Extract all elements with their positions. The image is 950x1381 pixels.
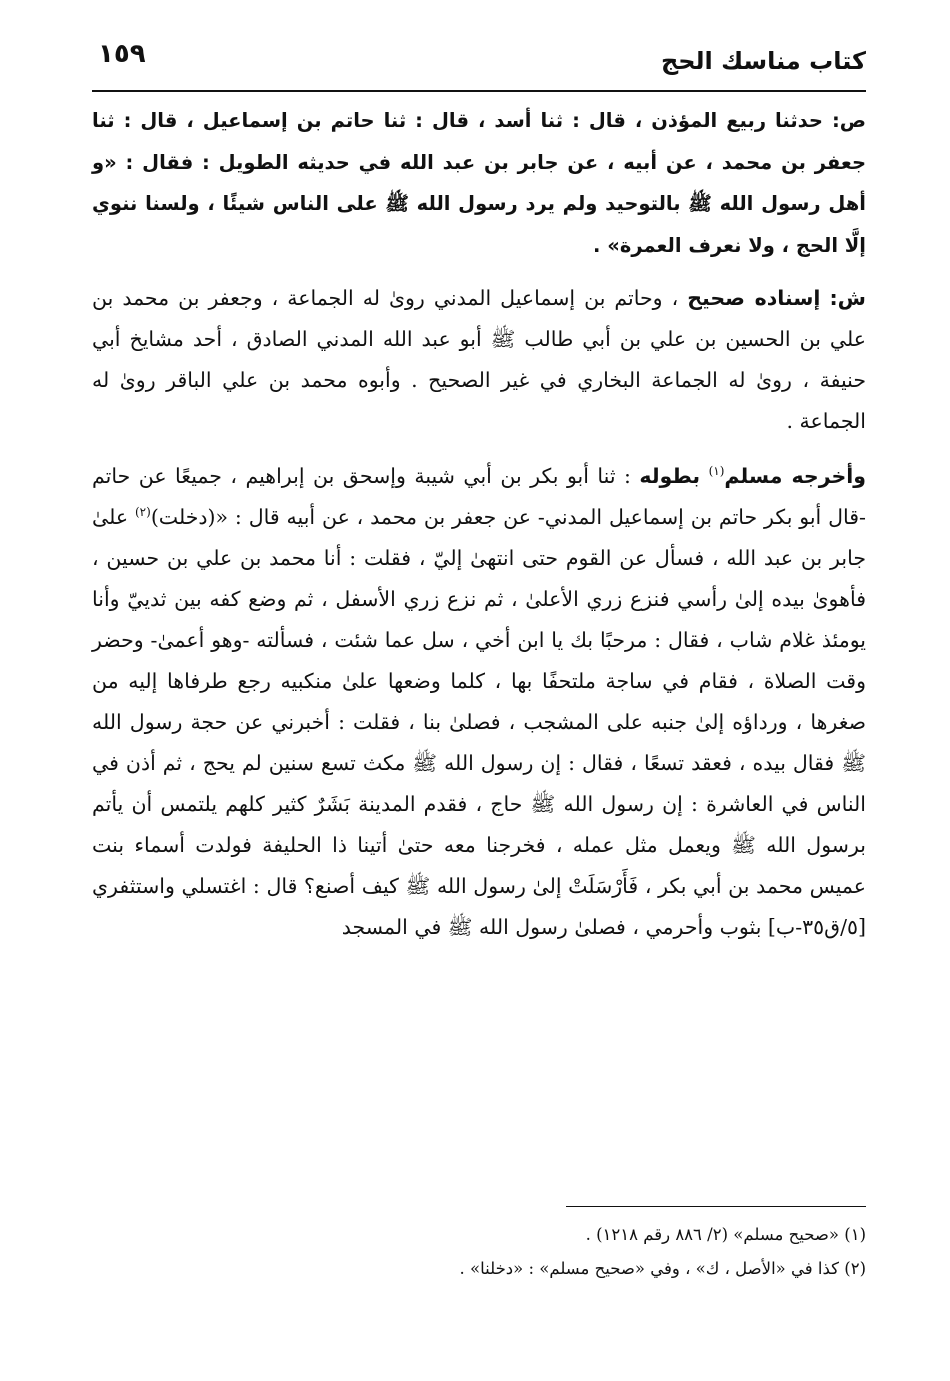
running-title: كتاب مناسك الحج — [660, 47, 866, 75]
main-text — [92, 100, 866, 948]
sharh-verdict: إسناده صحيح — [687, 286, 821, 310]
footnote-2: (٢) كذا في «الأصل ، ك» ، وفي «صحيح مسلم» : «دخلنا» . — [459, 1259, 866, 1278]
takhrij-text-2: علىٰ جابر بن عبد الله ، فسأل عن القوم حتى انتهىٰ إليّ ، فقلت : أنا محمد بن علي بن حسين ، فأهوىٰ بيده إلىٰ رأسي فنزع زري الأعلىٰ ، ثم نزع زري الأسفل ، ثم وضع كفه بين ثدييّ وأنا يومئذ غلام شاب ، فقال : مرحبًا بك يا ابن أخي ، سل عما شئت ، فسألته -وهو أعمىٰ- وحضر وقت الصلاة ، فقام في ساجة ملتحفًا بها ، كلما وضعها علىٰ منكبيه رجع طرفاها إليه من صغرها ، ورداؤه إلىٰ جنبه على المشجب ، فصلىٰ بنا ، فقلت : أخبرني عن حجة رسول الله ﷺ فقال بيده ، فعقد تسعًا ، فقال : إن رسول الله ﷺ مكث تسع سنين لم يحج ، ثم أذن في الناس في العاشرة : إن رسول الله ﷺ حاج ، فقدم المدينة بَشَرٌ كثير كلهم يلتمس أن يأتم برسول الله ﷺ ويعمل مثل عمله ، فخرجنا معه حتىٰ أتينا ذا الحليفة فولدت أسماء بنت عميس محمد بن أبي بكر ، فَأَرْسَلَتْ إلىٰ رسول الله ﷺ كيف أصنع؟ قال : اغتسلي واستثفري [٥/ق٣٥-ب] بثوب وأحرمي ، فصلىٰ رسول الله ﷺ في المسجد — [92, 505, 866, 939]
footnotes — [92, 1218, 866, 1286]
matn-text: حدثنا ربيع المؤذن ، قال : ثنا أسد ، قال : ثنا حاتم بن إسماعيل ، قال : ثنا جعفر بن محمد ، عن أبيه ، عن جابر بن عبد الله في حديثه الطويل : فقال : «و أهل رسول الله ﷺ بالتوحيد ولم يرد رسول الله ﷺ على الناس شيئًا ، ولسنا ننوي إلَّا الحج ، ولا نعرف العمرة» . — [92, 109, 866, 257]
takhrij-lead: وأخرجه مسلم — [724, 464, 866, 488]
sharh-marker: ش: — [829, 286, 866, 310]
takhrij-paragraph — [92, 456, 866, 948]
matn-paragraph — [92, 100, 866, 266]
header-divider — [92, 90, 866, 92]
matn-marker: ص: — [831, 109, 866, 132]
footnote-ref-2[interactable]: (٢) — [134, 505, 151, 520]
sharh-paragraph — [92, 278, 866, 442]
page-header — [92, 26, 866, 88]
takhrij-lead-after: بطوله — [639, 464, 701, 488]
footnote-1: (١) «صحيح مسلم» (٢/ ٨٨٦ رقم ١٢١٨) . — [585, 1225, 866, 1244]
footnote-ref-1[interactable]: (١) — [708, 464, 725, 479]
footnote-divider — [566, 1206, 866, 1207]
takhrij-text-1: : ثنا أبو بكر بن أبي شيبة وإسحق بن إبراهيم ، جميعًا عن حاتم -قال أبو بكر حاتم بن إسماعيل المدني- عن جعفر بن محمد ، عن أبيه قال : «(دخلت) — [92, 464, 866, 529]
page-number: ١٥٩ — [98, 39, 146, 69]
sharh-text: ، وحاتم بن إسماعيل المدني روىٰ له الجماعة ، وجعفر بن محمد بن علي بن الحسين بن علي بن أبي طالب ﷺ أبو عبد الله المدني الصادق ، أحد مشايخ أبي حنيفة ، روىٰ له الجماعة البخاري في غير الصحيح . وأبوه محمد بن علي الباقر روىٰ له الجماعة . — [92, 286, 866, 433]
